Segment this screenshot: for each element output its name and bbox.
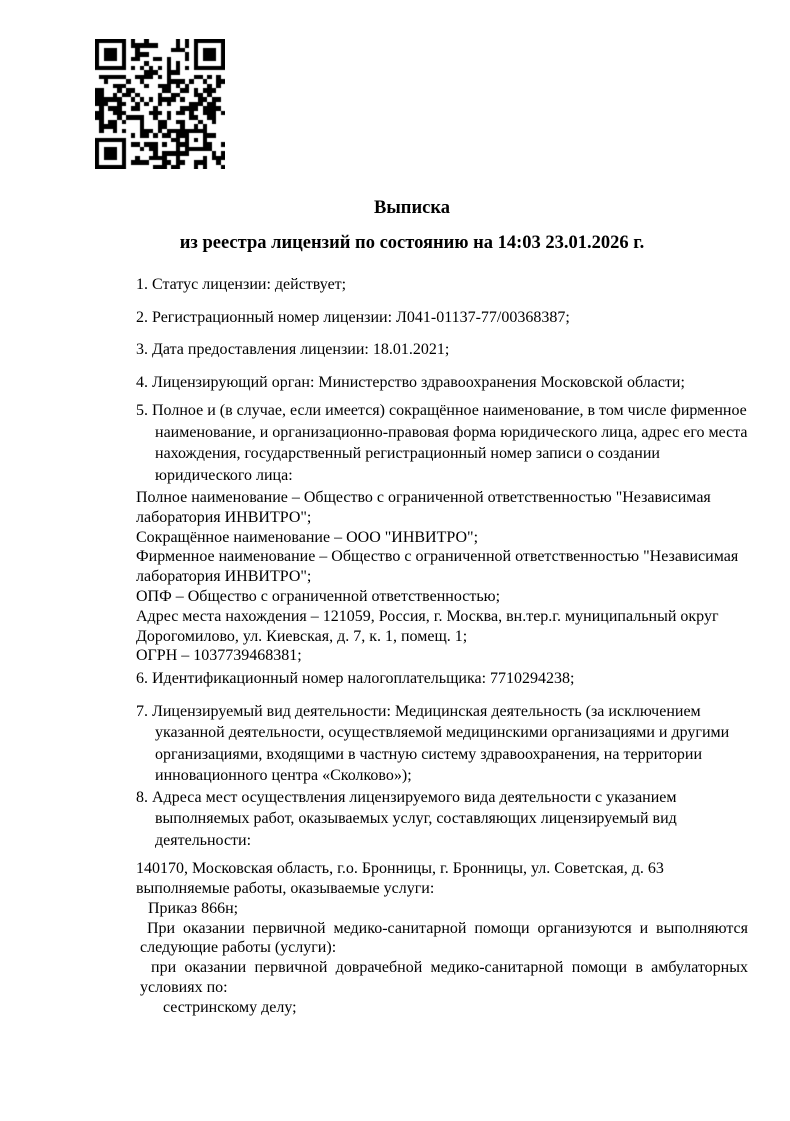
document-line: ОГРН – 1037739468381; xyxy=(136,647,302,665)
document-line: 5. Полное и (в случае, если имеется) сокращённое наименование, в том числе фирменное xyxy=(136,402,747,419)
document-line: 1. Статус лицензии: действует; xyxy=(136,276,347,293)
document-line: инновационного центра «Сколково»); xyxy=(155,767,412,785)
document-title-line-2: из реестра лицензий по состоянию на 14:03 23.01.2026 г. xyxy=(179,233,645,253)
document-line: лаборатория ИНВИТРО"; xyxy=(136,508,312,526)
qr-code xyxy=(95,39,225,169)
document-line: Приказ 866н; xyxy=(148,899,239,917)
document-paragraph xyxy=(136,859,748,1017)
document-line: 2. Регистрационный номер лицензии: Л041-01137-77/00368387; xyxy=(136,308,570,326)
document-line: Дорогомилово, ул. Киевская, д. 7, к. 1, помещ. 1; xyxy=(136,627,468,645)
document-line: При оказании первичной медико-санитарной помощи организуются и выполняются xyxy=(147,919,748,937)
document-line: 3. Дата предоставления лицензии: 18.01.2021; xyxy=(136,341,450,358)
document-line: деятельности: xyxy=(155,831,252,849)
document-line: сестринскому делу; xyxy=(163,998,297,1016)
document-line: нахождения, государственный регистрационный номер записи о создании xyxy=(155,445,660,462)
document-line: 7. Лицензируемый вид деятельности: Медицинская деятельность (за исключением xyxy=(136,702,701,720)
document-line: условиях по: xyxy=(140,978,228,996)
document-line: выполняемые работы, оказываемые услуги: xyxy=(136,879,435,897)
document-line: лаборатория ИНВИТРО"; xyxy=(136,568,312,586)
document-line: при оказании первичной доврачебной медико-санитарной помощи в амбулаторных xyxy=(151,959,748,977)
document-paragraph xyxy=(136,307,748,329)
document-line: 4. Лицензирующий орган: Министерство здравоохранения Московской области; xyxy=(136,373,685,391)
document-line: Адрес места нахождения – 121059, Россия, г. Москва, вн.тер.г. муниципальный округ xyxy=(136,607,719,625)
document-line: организациями, входящими в частную систему здравоохранения, на территории xyxy=(155,745,703,763)
document-line: выполняемых работ, оказываемых услуг, составляющих лицензируемый вид xyxy=(155,810,677,828)
document-line: Полное наименование – Общество с ограниченной ответственностью "Независимая xyxy=(136,489,711,506)
document-paragraph xyxy=(136,488,748,666)
document-line: следующие работы (услуги): xyxy=(140,939,337,957)
document-line: Сокращённое наименование – ООО "ИНВИТРО"; xyxy=(136,528,479,546)
document-title-line-1: Выписка xyxy=(374,198,450,218)
document-line: 8. Адреса мест осуществления лицензируемого вида деятельности с указанием xyxy=(136,788,677,806)
document-paragraph xyxy=(136,339,748,361)
document-paragraph xyxy=(136,400,748,486)
document-line: Фирменное наименование – Общество с ограниченной ответственностью "Независимая xyxy=(136,548,739,566)
document-body xyxy=(136,274,748,1018)
document-line: 6. Идентификационный номер налогоплательщика: 7710294238; xyxy=(136,670,575,688)
document-line: юридического лица: xyxy=(155,466,293,484)
document-line: ОПФ – Общество с ограниченной ответственностью; xyxy=(136,587,501,605)
document-paragraph xyxy=(136,787,748,852)
document-paragraph xyxy=(136,274,748,296)
document-paragraph xyxy=(136,668,748,690)
document-paragraph xyxy=(136,372,748,394)
document-line: наименование, и организационно-правовая форма юридического лица, адрес его места xyxy=(155,423,748,441)
document-paragraph xyxy=(136,701,748,787)
document-line: 140170, Московская область, г.о. Бронницы, г. Бронницы, ул. Советская, д. 63 xyxy=(136,860,664,878)
document-line: указанной деятельности, осуществляемой медицинскими организациями и другими xyxy=(155,724,730,742)
